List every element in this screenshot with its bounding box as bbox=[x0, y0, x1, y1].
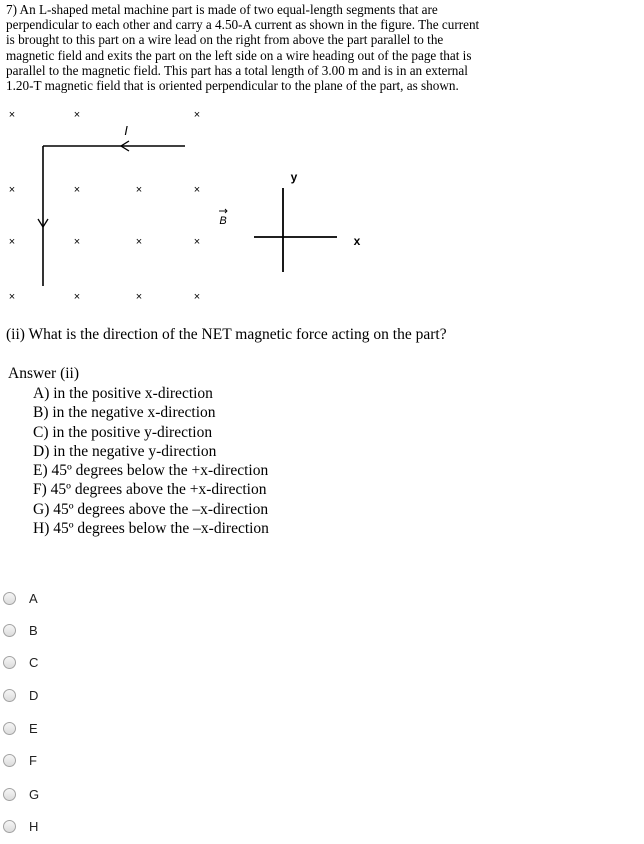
problem-text bbox=[6, 2, 506, 93]
problem-line: 7) An L-shaped metal machine part is made of two equal-length segments that are bbox=[6, 2, 438, 17]
option-text-f: F) 45º degrees above the +x-direction bbox=[33, 481, 267, 499]
radio-button[interactable] bbox=[3, 754, 16, 767]
option-text-b: B) in the negative x-direction bbox=[33, 404, 216, 422]
field-cross: × bbox=[73, 291, 81, 303]
problem-line: 1.20-T magnetic field that is oriented perpendicular to the plane of the part, as shown. bbox=[6, 78, 459, 94]
option-text-e: E) 45º degrees below the +x-direction bbox=[33, 462, 269, 480]
radio-label: D bbox=[29, 687, 39, 703]
radio-choice-g[interactable] bbox=[3, 784, 39, 804]
radio-label: C bbox=[29, 654, 39, 670]
radio-choice-f[interactable] bbox=[3, 750, 37, 770]
radio-label: A bbox=[29, 590, 38, 606]
physics-figure bbox=[0, 100, 400, 310]
radio-label: B bbox=[29, 622, 38, 638]
l-shaped-part bbox=[38, 141, 185, 286]
radio-choice-e[interactable] bbox=[3, 718, 38, 738]
answer-options bbox=[33, 384, 269, 538]
radio-button[interactable] bbox=[3, 624, 16, 637]
radio-button[interactable] bbox=[3, 820, 16, 833]
field-cross: × bbox=[8, 184, 16, 196]
field-cross: × bbox=[193, 109, 201, 121]
radio-button[interactable] bbox=[3, 788, 16, 801]
problem-line: is brought to this part on a wire lead on the right from above the part parallel to the bbox=[6, 32, 444, 48]
field-cross: × bbox=[193, 236, 201, 248]
radio-button[interactable] bbox=[3, 592, 16, 605]
problem-line: parallel to the magnetic field. This part has a total length of 3.00 m and is in an external bbox=[6, 62, 468, 78]
field-cross: × bbox=[193, 291, 201, 303]
field-cross: × bbox=[135, 236, 143, 248]
radio-choice-a[interactable] bbox=[3, 588, 38, 608]
radio-label: G bbox=[29, 786, 40, 802]
radio-choice-h[interactable] bbox=[3, 816, 38, 836]
field-label-text: B bbox=[219, 215, 227, 227]
problem-line: perpendicular to each other and carry a 4.50-A current as shown in the figure. The current bbox=[6, 17, 480, 33]
option-text-d: D) in the negative y-direction bbox=[33, 442, 217, 460]
radio-choice-b[interactable] bbox=[3, 620, 38, 640]
figure-svg bbox=[0, 100, 400, 310]
answer-heading: Answer (ii) bbox=[8, 365, 80, 382]
current-label: I bbox=[124, 123, 128, 138]
radio-label: E bbox=[29, 720, 38, 736]
field-cross: × bbox=[73, 109, 81, 121]
field-cross: × bbox=[135, 291, 143, 303]
radio-button[interactable] bbox=[3, 656, 16, 669]
field-label bbox=[219, 209, 227, 227]
problem-line: magnetic field and exits the part on the left side on a wire heading out of the page that is bbox=[6, 47, 472, 63]
radio-button[interactable] bbox=[3, 689, 16, 702]
radio-choice-d[interactable] bbox=[3, 685, 38, 705]
option-text-g: G) 45º degrees above the –x-direction bbox=[33, 500, 269, 518]
axis-x-label: x bbox=[353, 234, 361, 248]
option-text-h: H) 45º degrees below the –x-direction bbox=[33, 520, 269, 538]
radio-label: H bbox=[29, 818, 39, 834]
field-cross: × bbox=[8, 236, 16, 248]
field-cross: × bbox=[8, 109, 16, 121]
field-cross: × bbox=[135, 184, 143, 196]
radio-choice-c[interactable] bbox=[3, 652, 38, 672]
field-cross: × bbox=[8, 291, 16, 303]
field-cross: × bbox=[193, 184, 201, 196]
field-cross: × bbox=[73, 184, 81, 196]
question-text: (ii) What is the direction of the NET magnetic force acting on the part? bbox=[6, 326, 447, 343]
coordinate-axes bbox=[254, 170, 361, 272]
option-text-a: A) in the positive x-direction bbox=[33, 385, 213, 402]
radio-label: F bbox=[29, 752, 37, 768]
axis-y-label: y bbox=[290, 170, 298, 184]
radio-button[interactable] bbox=[3, 722, 16, 735]
option-text-c: C) in the positive y-direction bbox=[33, 423, 213, 441]
field-cross: × bbox=[73, 236, 81, 248]
